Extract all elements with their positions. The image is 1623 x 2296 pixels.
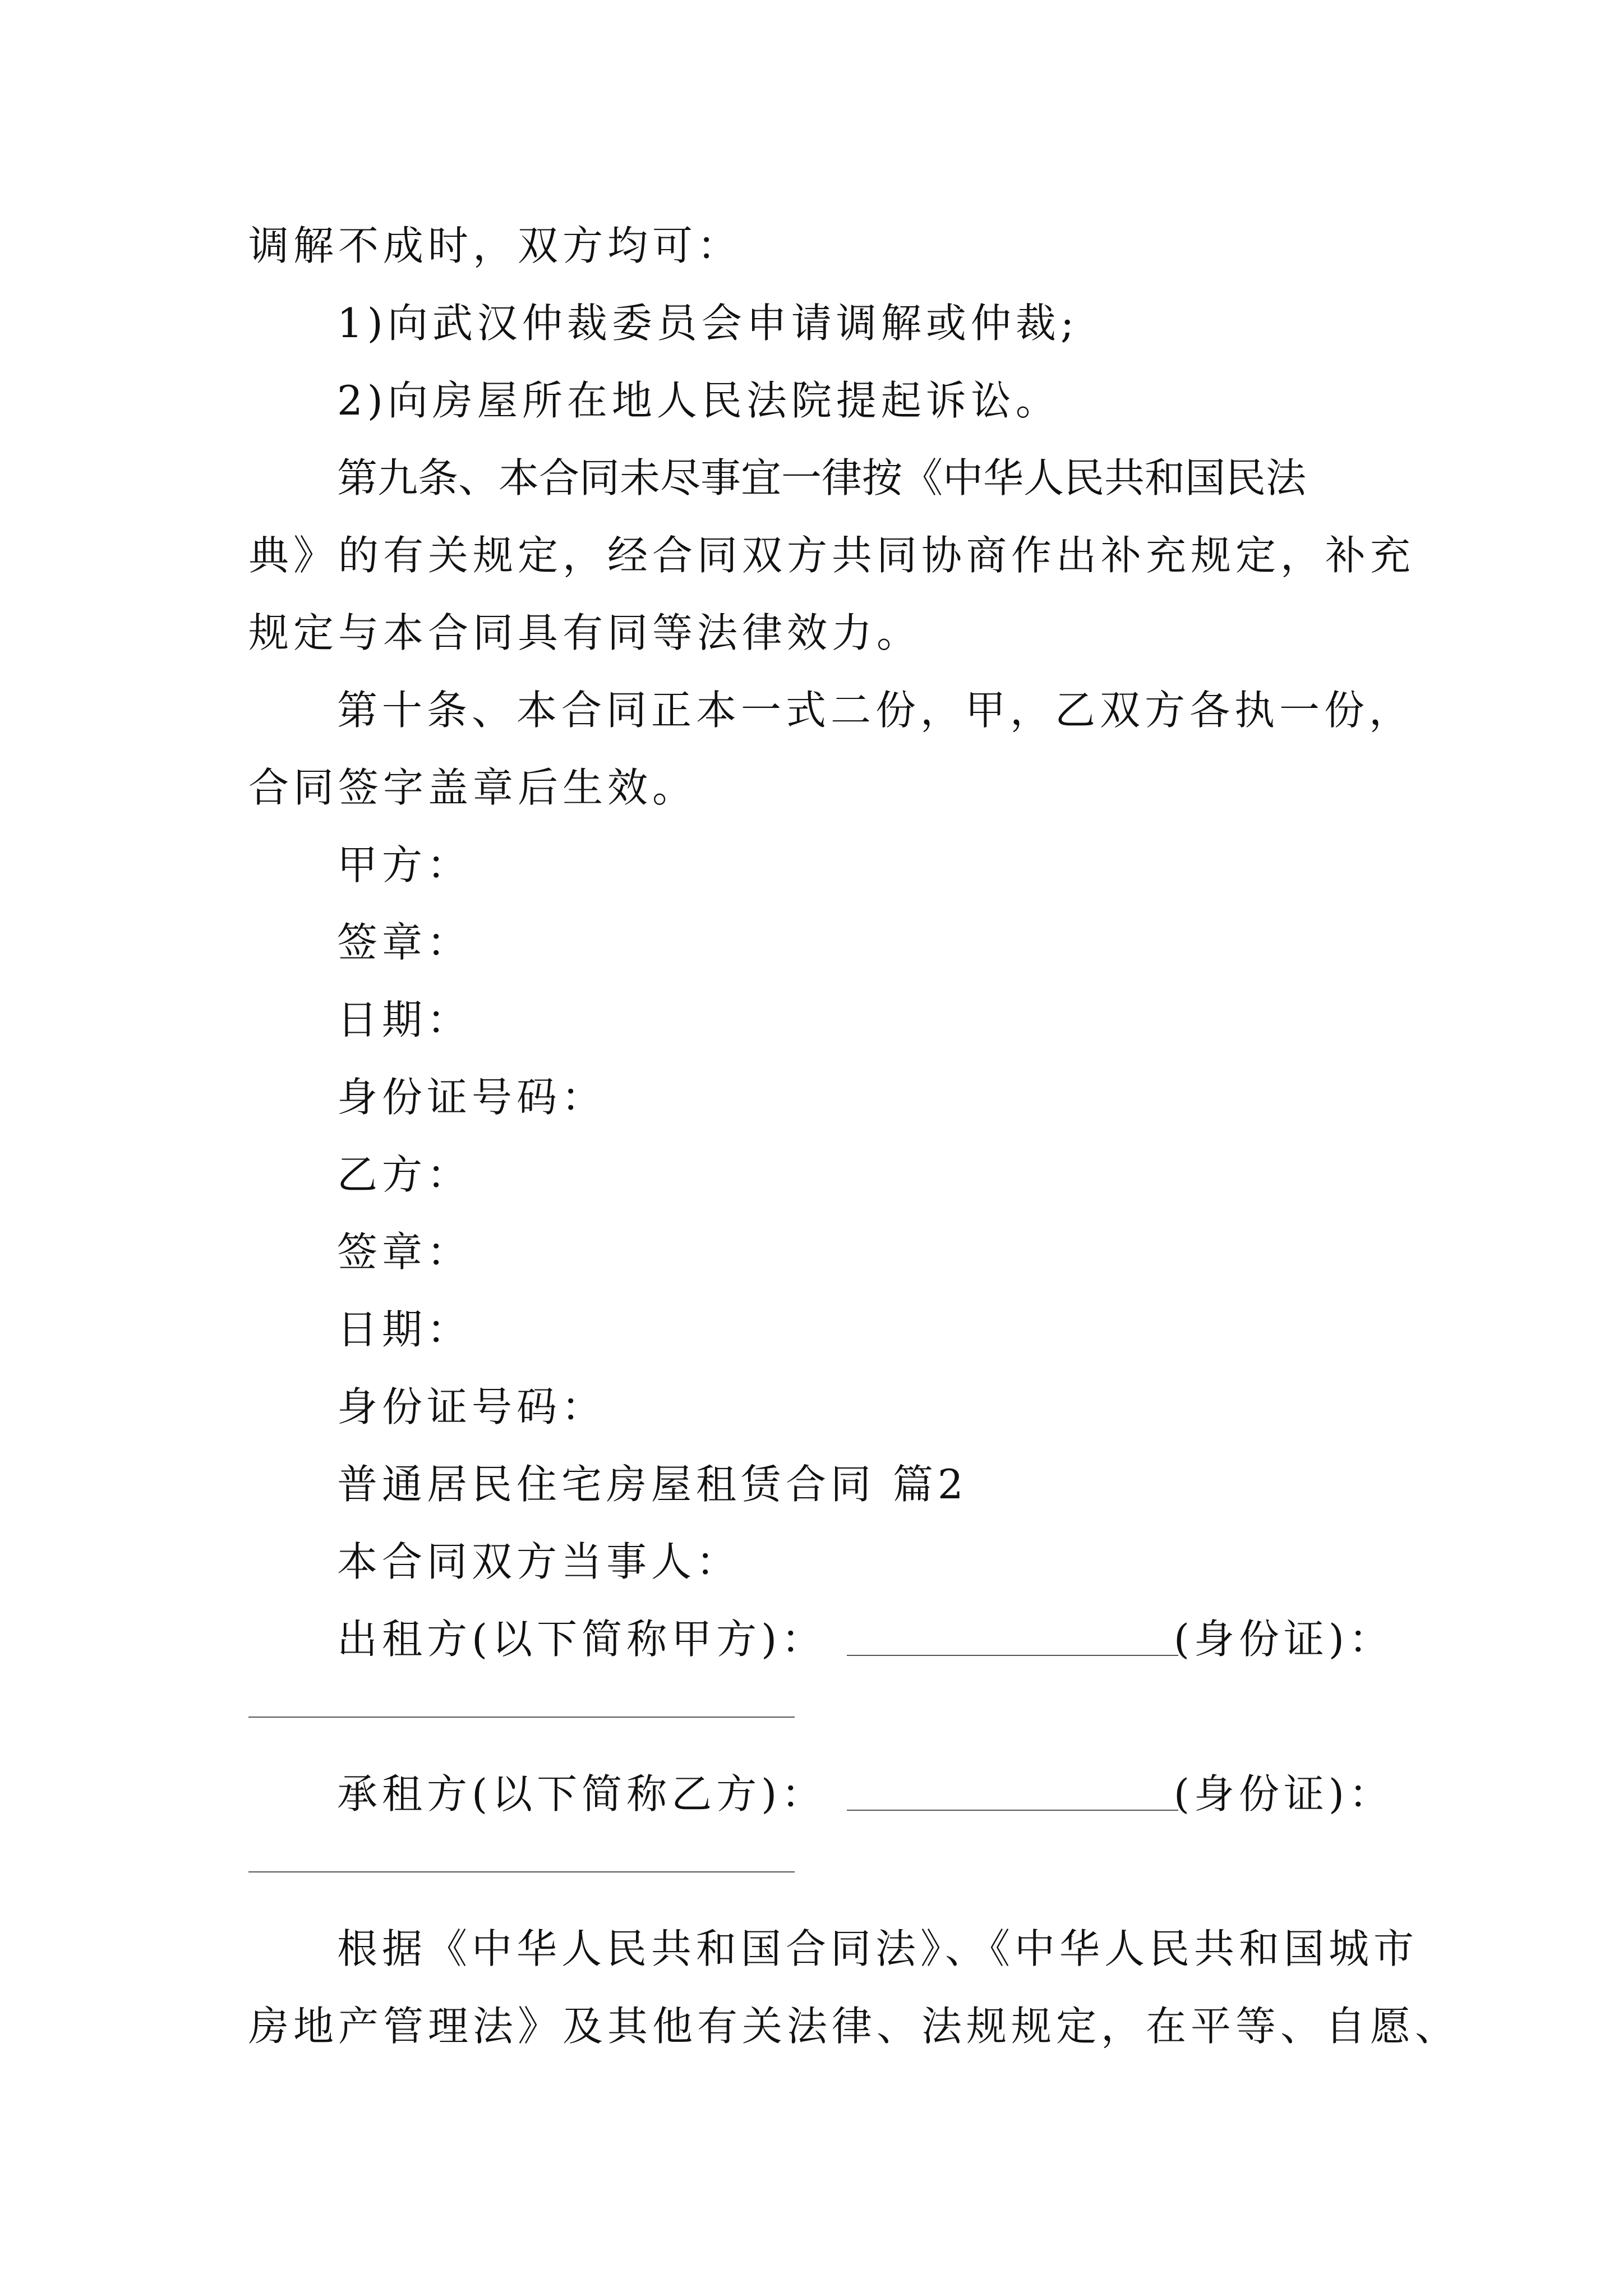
lessor-name-blank[interactable]: [847, 1655, 1178, 1656]
party-b-id-label: 身份证号码：: [337, 1383, 607, 1430]
lessor-label: 出租方(以下简称甲方)：: [337, 1616, 827, 1663]
lessor-id-blank[interactable]: [248, 1717, 795, 1718]
party-b-seal-label: 签章：: [337, 1228, 472, 1276]
party-a-label: 甲方：: [337, 841, 472, 889]
basis-line-1: 根据《中华人民共和国合同法》、《中华人民共和国城市: [337, 1925, 1419, 1972]
party-a-seal-label: 签章：: [337, 919, 472, 966]
basis-line-2: 房地产管理法》及其他有关法律、法规规定，在平等、自愿、: [248, 2003, 1460, 2050]
lessee-id-blank[interactable]: [248, 1871, 795, 1872]
parties-intro: 本合同双方当事人：: [337, 1538, 741, 1585]
party-a-id-label: 身份证号码：: [337, 1074, 607, 1121]
paragraph-mediation: 调解不成时，双方均可：: [248, 222, 743, 269]
article-9-text-1: 第九条、本合同未尽事宜一律按《中华人民共和国民法: [337, 454, 1307, 501]
party-b-label: 乙方：: [337, 1151, 472, 1198]
article-10-line-2: 合同签字盖章后生效。: [248, 764, 698, 811]
article-9-line-3: 规定与本合同具有同等法律效力。: [248, 609, 922, 656]
party-a-date-label: 日期：: [337, 996, 472, 1043]
lessor-row: [337, 1611, 1394, 1667]
section-2-title: 普通居民住宅房屋租赁合同 篇2: [337, 1461, 968, 1508]
article-10-line-1: 第十条、本合同正本一式二份，甲，乙双方各执一份，: [337, 687, 1414, 734]
article-9-line-1: [337, 450, 1375, 506]
party-b-date-label: 日期：: [337, 1306, 472, 1353]
lessee-name-blank[interactable]: [847, 1810, 1178, 1811]
lessee-row: [337, 1766, 1394, 1822]
lessor-id-label: (身份证)：: [1173, 1616, 1394, 1663]
article-9-line-2: 典》的有关规定，经合同双方共同协商作出补充规定，补充: [248, 532, 1415, 579]
lessee-label: 承租方(以下简称乙方)：: [337, 1770, 827, 1818]
list-item-litigation: 2)向房屋所在地人民法院提起诉讼。: [337, 377, 1061, 424]
lessee-id-label: (身份证)：: [1173, 1770, 1394, 1818]
list-item-arbitration: 1)向武汉仲裁委员会申请调解或仲裁;: [337, 300, 1079, 347]
